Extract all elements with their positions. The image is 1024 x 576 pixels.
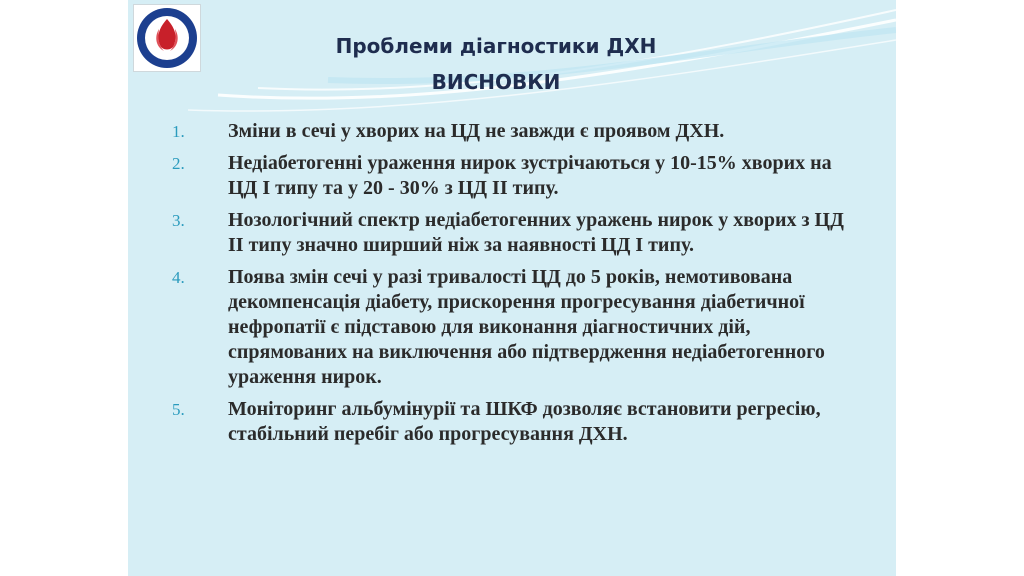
institute-logo [133,4,201,72]
list-item [172,208,862,258]
title-line-1: Проблеми діагностики ДХН [335,34,657,58]
item-number: 1. [172,122,185,141]
list-item [172,151,862,201]
item-text: Поява змін сечі у разі тривалості ЦД до 5 років, немотивована декомпенсація діабету, прискорення прогресування діабетичної нефропатії є підставою для виконання діагностичних дій, спрямованих на виключення або підтвердження недіабетогенного ураження нирок. [228,266,825,388]
slide [128,0,896,576]
item-text: Нозологічний спектр недіабетогенних уражень нирок у хворих з ЦД ІІ типу значно ширший ніж за наявності ЦД І типу. [228,209,844,256]
item-number: 4. [172,268,185,287]
list-item [172,119,862,144]
institute-logo-icon [134,5,200,71]
item-number: 5. [172,400,185,419]
item-number: 3. [172,211,185,230]
item-number: 2. [172,154,185,173]
list-item [172,397,862,447]
list-item [172,265,862,390]
item-text: Недіабетогенні ураження нирок зустрічаються у 10-15% хворих на ЦД І типу та у 20 - 30% з ЦД ІІ типу. [228,152,832,199]
title-line-2: ВИСНОВКИ [431,70,561,94]
conclusions-list [172,119,862,454]
slide-title [258,28,734,100]
item-text: Зміни в сечі у хворих на ЦД не завжди є проявом ДХН. [228,120,725,142]
item-text: Моніторинг альбумінурії та ШКФ дозволяє встановити регресію, стабільний перебіг або прогресування ДХН. [228,398,821,445]
